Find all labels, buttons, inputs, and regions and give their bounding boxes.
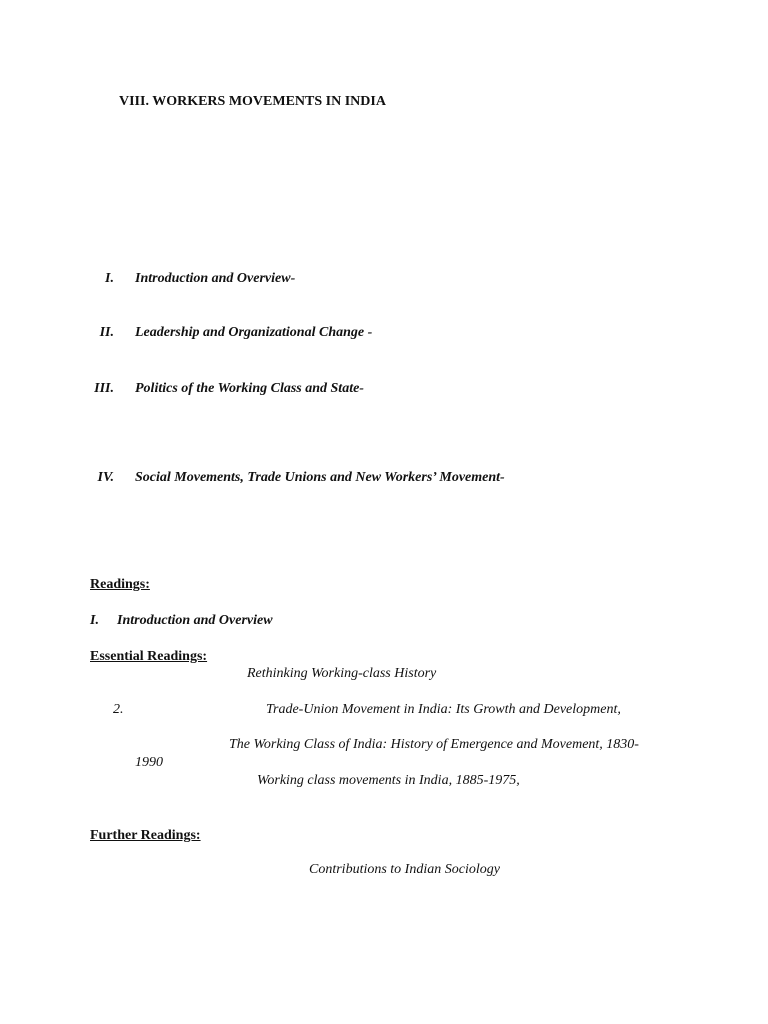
section-numeral: I.: [105, 271, 114, 286]
readings-heading: Readings:: [90, 577, 150, 592]
essential-reading-title: Trade-Union Movement in India: Its Growth and Development,: [266, 702, 621, 717]
readings-sub-title: Introduction and Overview: [117, 613, 273, 628]
essential-reading-title: Rethinking Working-class History: [247, 666, 437, 681]
section-title: Leadership and Organizational Change -: [135, 325, 373, 340]
essential-reading-continuation: 1990: [135, 755, 163, 770]
further-readings-heading: Further Readings:: [90, 828, 201, 843]
essential-reading-title: Working class movements in India, 1885-1975,: [257, 773, 520, 788]
document-title: VIII. WORKERS MOVEMENTS IN INDIA: [119, 94, 386, 109]
section-numeral: IV.: [97, 470, 114, 485]
essential-readings-heading: Essential Readings:: [90, 649, 208, 664]
essential-reading-number: 2.: [113, 702, 124, 717]
section-title: Introduction and Overview-: [135, 271, 296, 286]
further-reading-title: Contributions to Indian Sociology: [309, 862, 500, 877]
section-numeral: III.: [94, 381, 114, 396]
section-numeral: II.: [99, 325, 114, 340]
readings-sub-numeral: I.: [90, 613, 99, 628]
section-title: Social Movements, Trade Unions and New Workers’ Movement-: [135, 470, 505, 485]
essential-reading-title: The Working Class of India: History of Emergence and Movement, 1830-: [229, 737, 639, 752]
section-title: Politics of the Working Class and State-: [135, 381, 364, 396]
